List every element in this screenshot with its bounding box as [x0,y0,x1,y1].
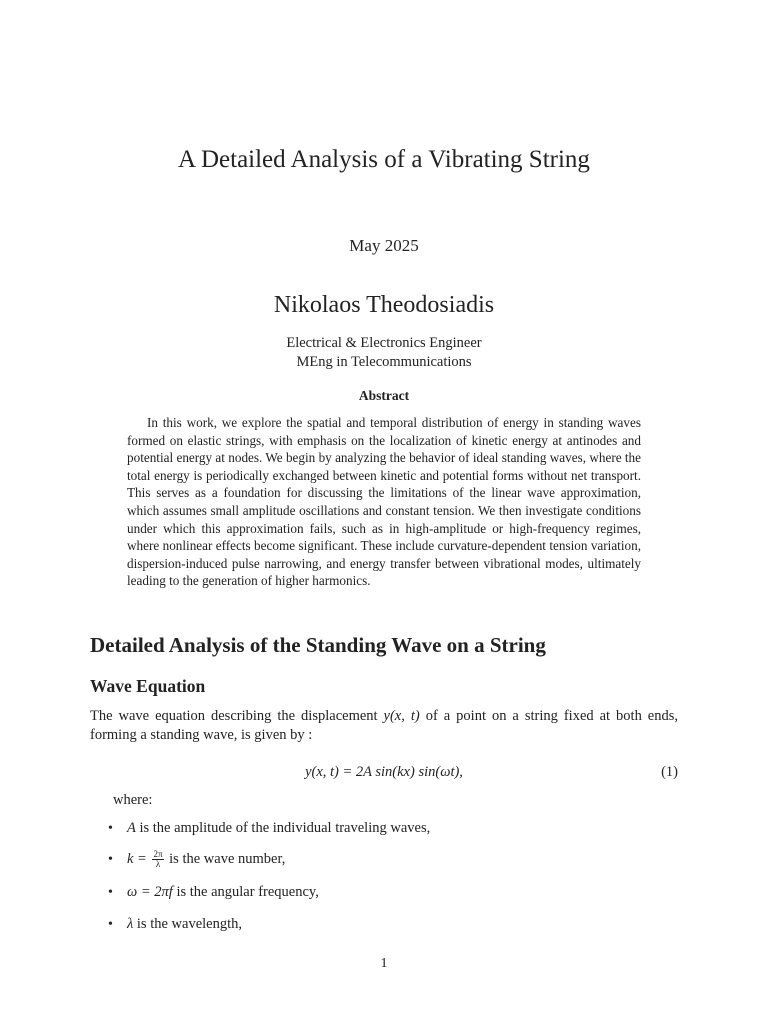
paragraph-text: The wave equation describing the displacement [90,708,384,724]
list-item [108,884,319,906]
subsection-heading: Wave Equation [90,676,206,696]
list-item [108,820,430,842]
affiliation-line: Electrical & Electronics Engineer [286,335,482,351]
paragraph-text: of a point on a string fixed at both ends, forming a standing wave, is given by : [90,708,679,743]
math-symbol: λ [127,916,134,932]
author-affiliation [0,334,768,372]
body-paragraph [90,707,678,745]
list-item [108,850,285,872]
equation-1 [90,764,678,784]
fraction [152,850,163,869]
author-name: Nikolaos Theodosiadis [273,292,495,318]
bullet-icon: • [108,885,113,900]
bullet-icon: • [108,917,113,932]
abstract-heading: Abstract [358,388,410,403]
equation-number: (1) [661,764,678,780]
affiliation-line: MEng in Telecommunications [296,354,472,370]
section-heading: Detailed Analysis of the Standing Wave on a String [90,633,546,657]
list-item-text: is the angular frequency, [172,884,319,900]
math-symbol: k = [127,850,147,867]
bullet-icon: • [108,851,113,867]
paper-date: May 2025 [349,236,419,255]
fraction-denominator: λ [155,859,161,869]
bullet-icon: • [108,821,113,836]
math-symbol: ω = 2πf [127,884,173,900]
list-item-text: is the wave number, [165,850,286,867]
equation-body [90,764,678,781]
fraction-numerator: 2π [153,849,163,859]
page-number: 1 [380,956,388,971]
math-symbol: A [127,820,136,836]
list-item [108,916,242,938]
list-item-text: is the wavelength, [133,916,243,932]
math-symbol: y(x, t) [383,708,420,724]
list-item-text: is the amplitude of the individual traveling waves, [135,820,431,836]
paper-title: A Detailed Analysis of a Vibrating String [178,146,590,173]
abstract-text: In this work, we explore the spatial and temporal distribution of energy in standing waves formed on elastic strings, with emphasis on the localization of kinetic energy at antinodes and potential energy at nodes. We begin by analyzing the behavior of ideal standing waves, where the total energy is periodically exchanged between kinetic and potential forms without net transport. This serves as a foundation for discussing the limitations of the linear wave approximation, which assumes small amplitude oscillations and constant tension. We then investigate conditions under which this approximation fails, such as in high-amplitude or high-frequency regimes, where nonlinear effects become significant. These include curvature-dependent tension variation, dispersion-induced pulse narrowing, and energy transfer between vibrational modes, ultimately leading to the generation of higher harmonics. [127,415,641,589]
equation-expression: y(x, t) = 2A sin(kx) sin(ωt), [305,764,463,780]
where-label: where: [113,792,153,808]
